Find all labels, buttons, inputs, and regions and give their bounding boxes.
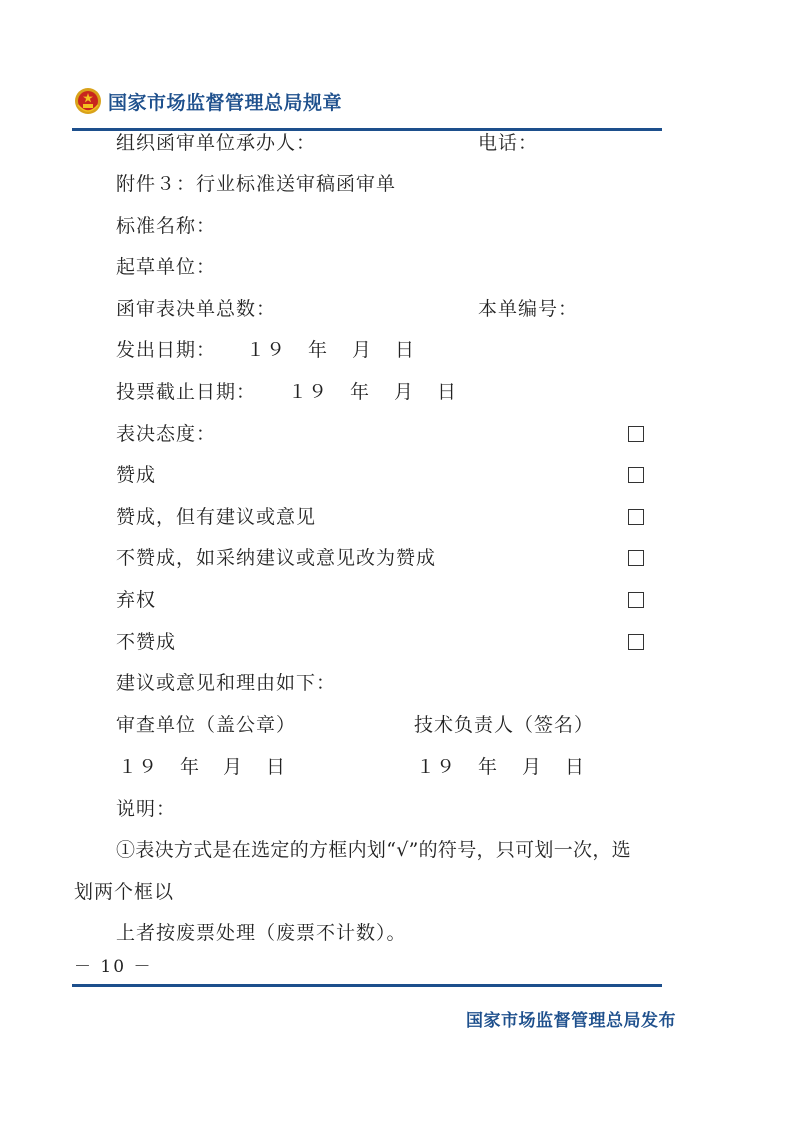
contact-label: 组织函审单位承办人： bbox=[116, 132, 317, 154]
sign-date-right-day-unit: 日 bbox=[565, 756, 586, 778]
option-disapprove-checkbox[interactable] bbox=[628, 634, 644, 650]
sign-date-left-month-unit: 月 bbox=[223, 756, 244, 778]
sign-date-left-year-unit: 年 bbox=[180, 756, 201, 778]
sign-date-right-year-unit: 年 bbox=[478, 756, 499, 778]
note-1-line-3: 上者按废票处理（废票不计数）。 bbox=[116, 922, 407, 944]
deadline-date-month-unit: 月 bbox=[394, 381, 415, 403]
sign-date-right-month-unit: 月 bbox=[522, 756, 543, 778]
issue-date-month-unit: 月 bbox=[352, 339, 373, 361]
option-approve: 赞成 bbox=[116, 464, 157, 486]
deadline-date-label: 投票截止日期： bbox=[116, 381, 257, 403]
notes-label: 说明： bbox=[116, 798, 177, 820]
sign-date-right-year: １９ bbox=[416, 756, 457, 778]
national-emblem-icon bbox=[74, 87, 102, 115]
issue-date-year-unit: 年 bbox=[308, 339, 329, 361]
option-approve-checkbox[interactable] bbox=[628, 467, 644, 483]
note-1-line-2: 划两个框以 bbox=[74, 881, 175, 903]
deadline-date-year-unit: 年 bbox=[350, 381, 371, 403]
page-header bbox=[74, 86, 342, 116]
review-unit-label: 审查单位（盖公章） bbox=[116, 714, 297, 736]
issue-date-year: １９ bbox=[246, 339, 287, 361]
issue-date-label: 发出日期： bbox=[116, 339, 217, 361]
deadline-date-year: １９ bbox=[288, 381, 329, 403]
deadline-date-day-unit: 日 bbox=[437, 381, 458, 403]
form-number-label: 本单编号： bbox=[478, 298, 579, 320]
attachment-title: 附件３：行业标准送审稿函审单 bbox=[116, 173, 397, 195]
sign-date-left-day-unit: 日 bbox=[266, 756, 287, 778]
option-approve-with-comments: 赞成，但有建议或意见 bbox=[116, 506, 317, 528]
drafting-unit-label: 起草单位： bbox=[116, 256, 217, 278]
phone-label: 电话： bbox=[478, 132, 539, 154]
header-title: 国家市场监督管理总局规章 bbox=[108, 91, 343, 114]
sign-date-left-year: １９ bbox=[118, 756, 159, 778]
note-1-line-1: ①表决方式是在选定的方框内划“√”的符号，只可划一次，选 bbox=[116, 839, 631, 861]
option-abstain: 弃权 bbox=[116, 589, 157, 611]
comments-label: 建议或意见和理由如下： bbox=[116, 672, 337, 694]
vote-attitude-checkbox[interactable] bbox=[628, 426, 644, 442]
tech-lead-label: 技术负责人（签名） bbox=[414, 714, 595, 736]
vote-attitude-label: 表决态度： bbox=[116, 423, 217, 445]
option-disapprove: 不赞成 bbox=[116, 631, 177, 653]
footer-publisher: 国家市场监督管理总局发布 bbox=[466, 1011, 676, 1031]
issue-date-day-unit: 日 bbox=[395, 339, 416, 361]
option-abstain-checkbox[interactable] bbox=[628, 592, 644, 608]
total-votes-label: 函审表决单总数： bbox=[116, 298, 277, 320]
option-conditional-disapprove-checkbox[interactable] bbox=[628, 550, 644, 566]
standard-name-label: 标准名称： bbox=[116, 215, 217, 237]
page-number: － 10 － bbox=[74, 957, 153, 977]
option-conditional-disapprove: 不赞成，如采纳建议或意见改为赞成 bbox=[116, 547, 437, 569]
footer-rule bbox=[72, 984, 662, 987]
option-approve-with-comments-checkbox[interactable] bbox=[628, 509, 644, 525]
